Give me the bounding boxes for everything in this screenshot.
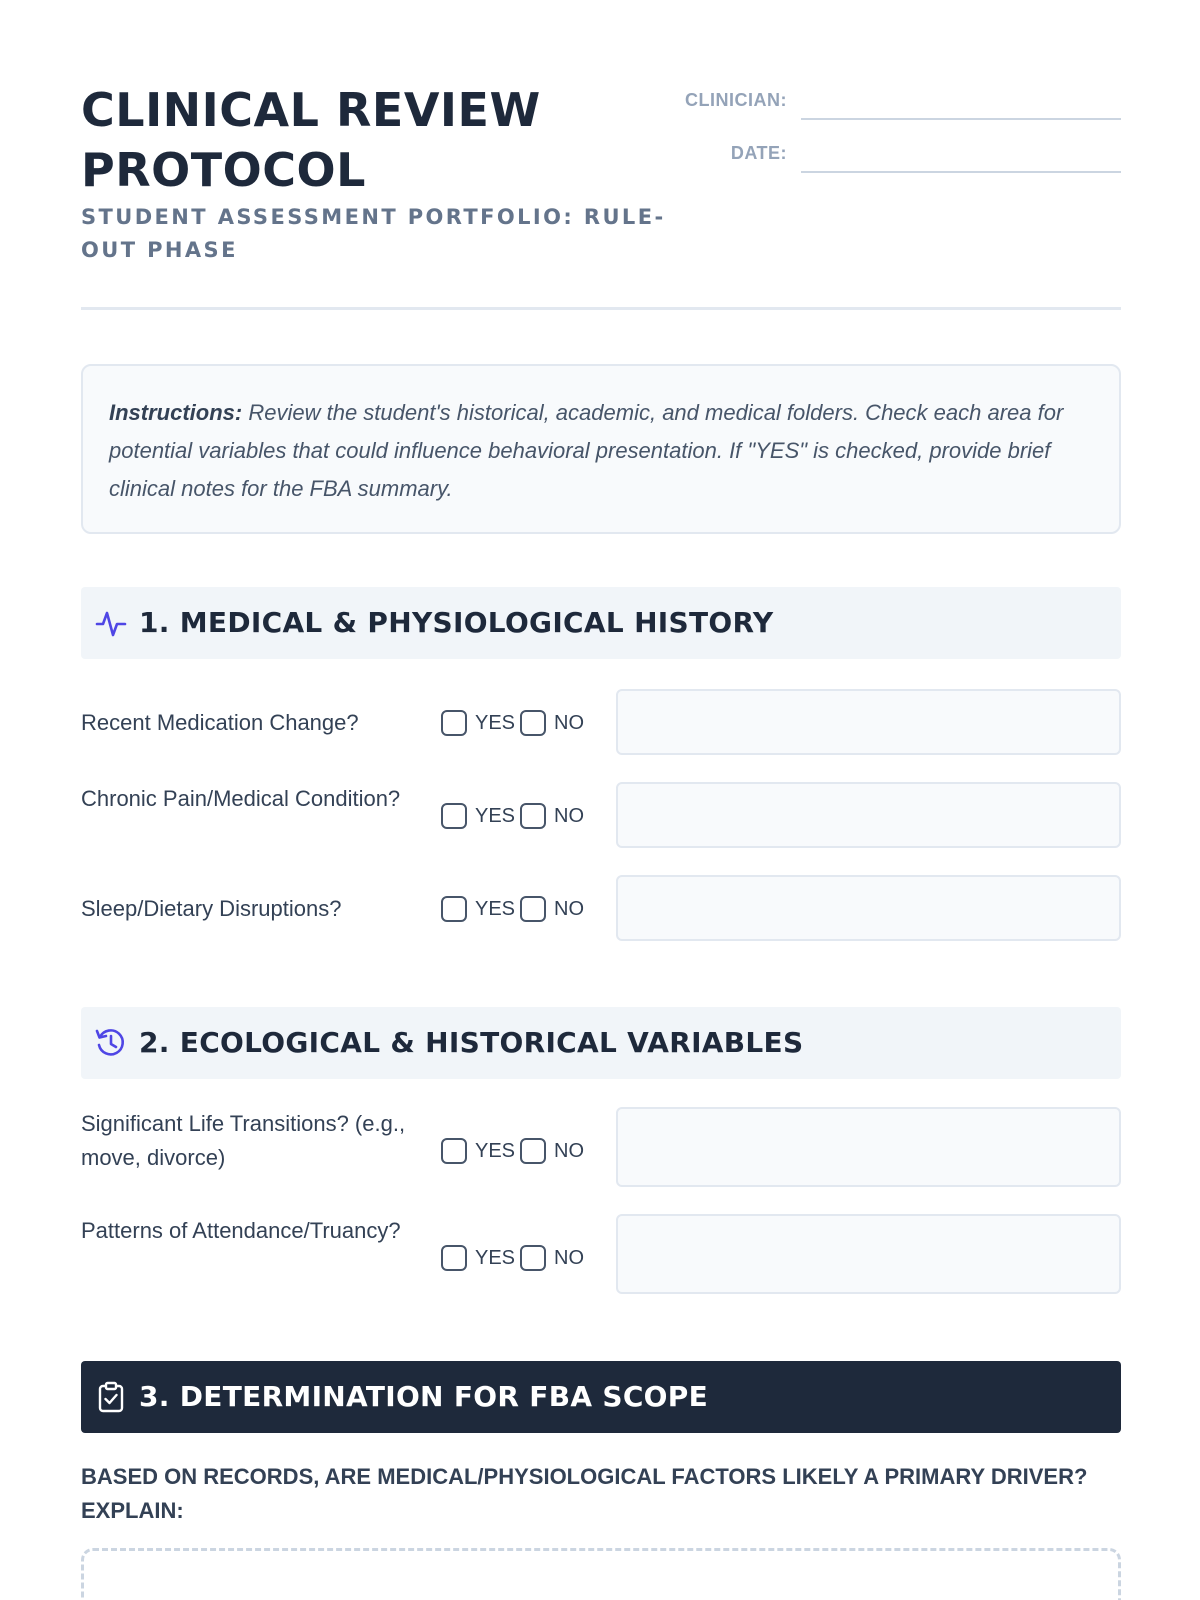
date-label: DATE: — [730, 143, 787, 163]
yes-no-options — [441, 1138, 601, 1166]
clinician-row — [641, 80, 1121, 120]
yes-label: YES — [475, 898, 516, 920]
yes-label: YES — [475, 1247, 516, 1269]
determination-answer-field[interactable] — [81, 1548, 1121, 1600]
yes-label: YES — [475, 712, 516, 734]
yes-no-options — [441, 710, 601, 738]
no-label: NO — [554, 1247, 584, 1269]
question-label: Sleep/Dietary Disruptions? — [81, 896, 342, 921]
question-label: Significant Life Transitions? (e.g., move, divorce) — [81, 1111, 406, 1170]
page-subtitle: STUDENT ASSESSMENT PORTFOLIO: RULE-OUT PHASE — [81, 205, 666, 262]
clipboard-check-icon — [93, 1379, 129, 1415]
yes-no-options — [441, 896, 601, 924]
yes-label: YES — [475, 805, 516, 827]
yes-no-options — [441, 803, 601, 831]
yes-label: YES — [475, 1140, 516, 1162]
page-title: CLINICAL REVIEW PROTOCOL — [81, 83, 541, 197]
section-determination-title: 3. DETERMINATION FOR FBA SCOPE — [139, 1380, 709, 1413]
question-label: Chronic Pain/Medical Condition? — [81, 786, 401, 811]
history-icon — [93, 1025, 129, 1061]
yes-checkbox[interactable] — [441, 1245, 467, 1271]
date-field[interactable] — [801, 171, 1121, 173]
notes-field[interactable] — [616, 782, 1121, 848]
pulse-icon — [93, 605, 129, 641]
header-divider — [81, 307, 1121, 310]
instructions-lead: Instructions: — [109, 400, 243, 425]
yes-checkbox[interactable] — [441, 803, 467, 829]
notes-field[interactable] — [616, 875, 1121, 941]
instructions-box — [81, 364, 1121, 534]
yes-checkbox[interactable] — [441, 1138, 467, 1164]
clinician-field[interactable] — [801, 118, 1121, 120]
date-row — [641, 133, 1121, 173]
protocol-page — [81, 0, 1121, 1600]
no-checkbox[interactable] — [520, 1138, 546, 1164]
no-checkbox[interactable] — [520, 1245, 546, 1271]
determination-question: BASED ON RECORDS, ARE MEDICAL/PHYSIOLOGICAL FACTORS LIKELY A PRIMARY DRIVER? EXPLAIN: — [81, 1464, 1088, 1523]
section-medical-header — [81, 587, 1121, 659]
section-determination-header — [81, 1361, 1121, 1433]
notes-field[interactable] — [616, 1107, 1121, 1187]
no-label: NO — [554, 712, 584, 734]
yes-no-options — [441, 1245, 601, 1273]
no-checkbox[interactable] — [520, 896, 546, 922]
section-ecological-title: 2. ECOLOGICAL & HISTORICAL VARIABLES — [139, 1026, 804, 1059]
yes-checkbox[interactable] — [441, 710, 467, 736]
question-label: Patterns of Attendance/Truancy? — [81, 1218, 401, 1243]
no-checkbox[interactable] — [520, 710, 546, 736]
instructions-text: Review the student's historical, academic, and medical folders. Check each area for potential variables that could influence behavioral presentation. If "YES" is checked, provide brief clinical notes for the FBA summary. — [109, 400, 1064, 501]
notes-field[interactable] — [616, 1214, 1121, 1294]
no-checkbox[interactable] — [520, 803, 546, 829]
yes-checkbox[interactable] — [441, 896, 467, 922]
clinician-label: CLINICIAN: — [685, 90, 787, 110]
notes-field[interactable] — [616, 689, 1121, 755]
no-label: NO — [554, 1140, 584, 1162]
section-medical-title: 1. MEDICAL & PHYSIOLOGICAL HISTORY — [139, 606, 774, 639]
no-label: NO — [554, 898, 584, 920]
section-ecological-header — [81, 1007, 1121, 1079]
question-label: Recent Medication Change? — [81, 710, 359, 735]
no-label: NO — [554, 805, 584, 827]
